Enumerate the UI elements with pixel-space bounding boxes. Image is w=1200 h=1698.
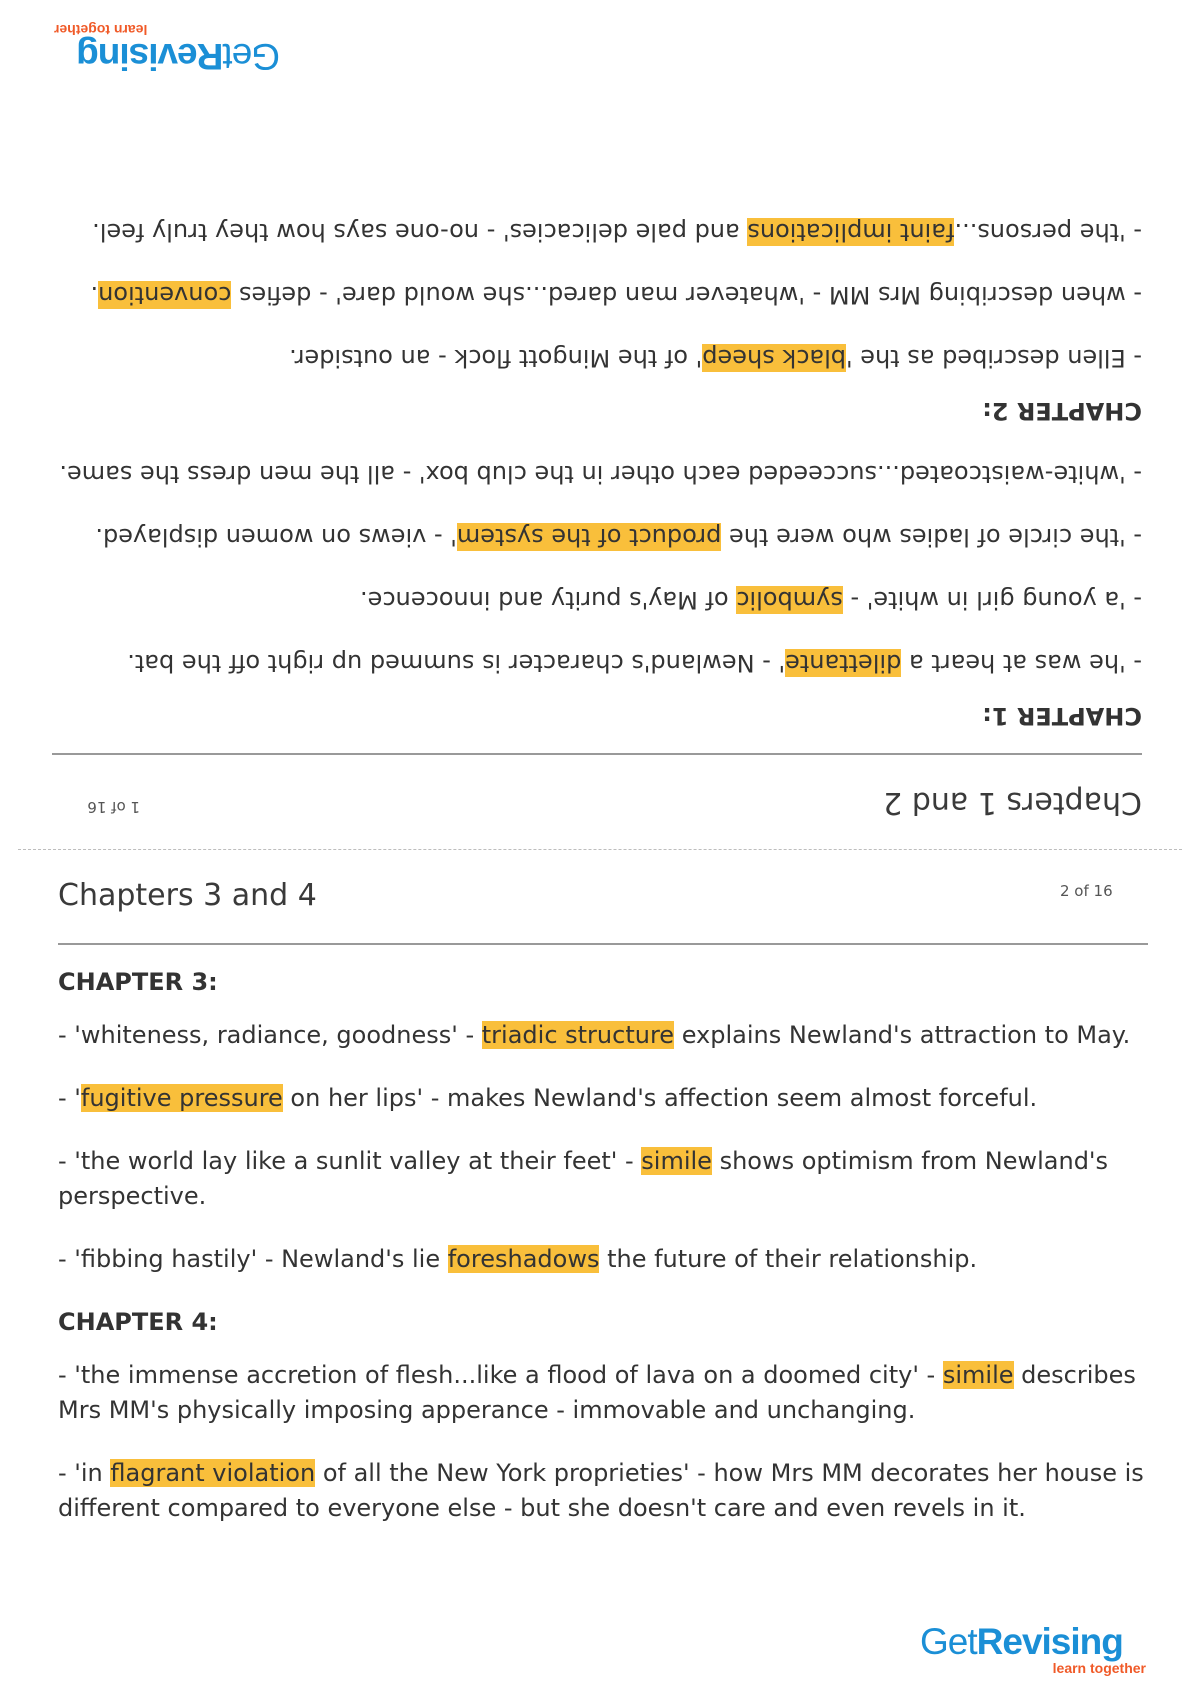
quote-text: - 'fibbing hastily' - Newland's lie — [58, 1245, 448, 1273]
quote-item — [58, 1018, 1148, 1053]
quote-text: - when describing Mrs MM - 'whatever man dared...she would dare' - defies — [231, 281, 1142, 309]
page-separator — [18, 849, 1182, 850]
page-number: 1 of 16 — [87, 798, 140, 816]
highlighted-term: fugitive pressure — [80, 1084, 283, 1112]
quote-text: - 'whiteness, radiance, goodness' - — [58, 1021, 482, 1049]
quote-text: . — [90, 281, 99, 309]
highlighted-term: triadic structure — [481, 1021, 675, 1049]
highlighted-term: simile — [942, 1361, 1014, 1389]
quote-text: - 'he was at heart a — [901, 649, 1142, 677]
quote-text: the future of their relationship. — [599, 1245, 978, 1273]
quote-text: of all the New York proprieties' - how Mrs MM decorates her house is different compared to everyone else - but she doesn't care and even revels in it. — [58, 1459, 1144, 1522]
quote-item — [58, 1081, 1148, 1116]
quote-item — [52, 214, 1142, 249]
quote-text: - 'the immense accretion of flesh...like a flood of lava on a doomed city' - — [58, 1361, 943, 1389]
quote-item — [52, 456, 1142, 491]
highlighted-term: flagrant violation — [110, 1459, 316, 1487]
header-divider — [52, 753, 1142, 755]
quote-text: - Ellen described as the ' — [846, 344, 1142, 372]
quote-item — [52, 277, 1142, 312]
quote-item — [58, 1242, 1148, 1277]
quote-item — [52, 340, 1142, 375]
quote-item — [52, 519, 1142, 554]
highlighted-term: convention — [98, 281, 232, 309]
chapter-heading: CHAPTER 2: — [982, 397, 1142, 425]
page-number: 2 of 16 — [1060, 882, 1113, 900]
quote-text: on her lips' - makes Newland's affection seem almost forceful. — [282, 1084, 1038, 1112]
chapter-heading: CHAPTER 3: — [58, 968, 218, 996]
quote-item — [58, 1456, 1148, 1526]
quote-text: - 'in — [58, 1459, 111, 1487]
getrevising-logo: GetRevising learn together — [54, 22, 280, 77]
quote-text: ' of the Mingott flock - an outsider. — [289, 344, 703, 372]
header-divider — [58, 943, 1148, 945]
quote-text: - 'the world lay like a sunlit valley at their feet' - — [58, 1147, 642, 1175]
page-content — [58, 965, 1148, 1554]
getrevising-logo: GetRevising learn together — [920, 1621, 1146, 1676]
page-title: Chapters 1 and 2 — [883, 785, 1142, 820]
quote-item — [58, 1358, 1148, 1428]
quote-text: and pale delicacies' - no-one says how they truly feel. — [92, 218, 748, 246]
highlighted-term: product of the system — [456, 523, 722, 551]
highlighted-term: black sheep — [702, 344, 847, 372]
quote-text: - ' — [58, 1084, 81, 1112]
quote-item — [52, 582, 1142, 617]
highlighted-term: dilettante — [785, 649, 902, 677]
highlighted-term: foreshadows — [447, 1245, 600, 1273]
quote-item — [58, 1144, 1148, 1214]
quote-text: describes Mrs MM's physically imposing apperance - immovable and unchanging. — [58, 1361, 1136, 1424]
quote-text: - 'white-waistcoated...succeeded each other in the club box' - all the men dress the same. — [59, 460, 1142, 488]
quote-text: - 'the circle of ladies who were the — [721, 523, 1142, 551]
quote-text: - 'a young girl in white' - — [842, 586, 1142, 614]
highlighted-term: faint implications — [747, 218, 955, 246]
quote-text: of May's purity and innocence. — [360, 586, 737, 614]
chapter-heading: CHAPTER 1: — [982, 702, 1142, 730]
page-content — [52, 186, 1142, 733]
quote-text: - 'the persons... — [954, 218, 1142, 246]
chapter-heading: CHAPTER 4: — [58, 1308, 218, 1336]
quote-text: shows optimism from Newland's perspective. — [58, 1147, 1109, 1210]
quote-text: explains Newland's attraction to May. — [674, 1021, 1131, 1049]
quote-text: ' - views on women displayed. — [95, 523, 457, 551]
highlighted-term: symbolic — [736, 586, 843, 614]
page-title: Chapters 3 and 4 — [58, 878, 317, 913]
quote-item — [52, 645, 1142, 680]
page-2 — [0, 858, 1200, 1698]
page-1-rotated — [0, 0, 1200, 840]
highlighted-term: simile — [641, 1147, 712, 1175]
quote-text: ' - Newland's character is summed up right off the bat. — [127, 649, 786, 677]
